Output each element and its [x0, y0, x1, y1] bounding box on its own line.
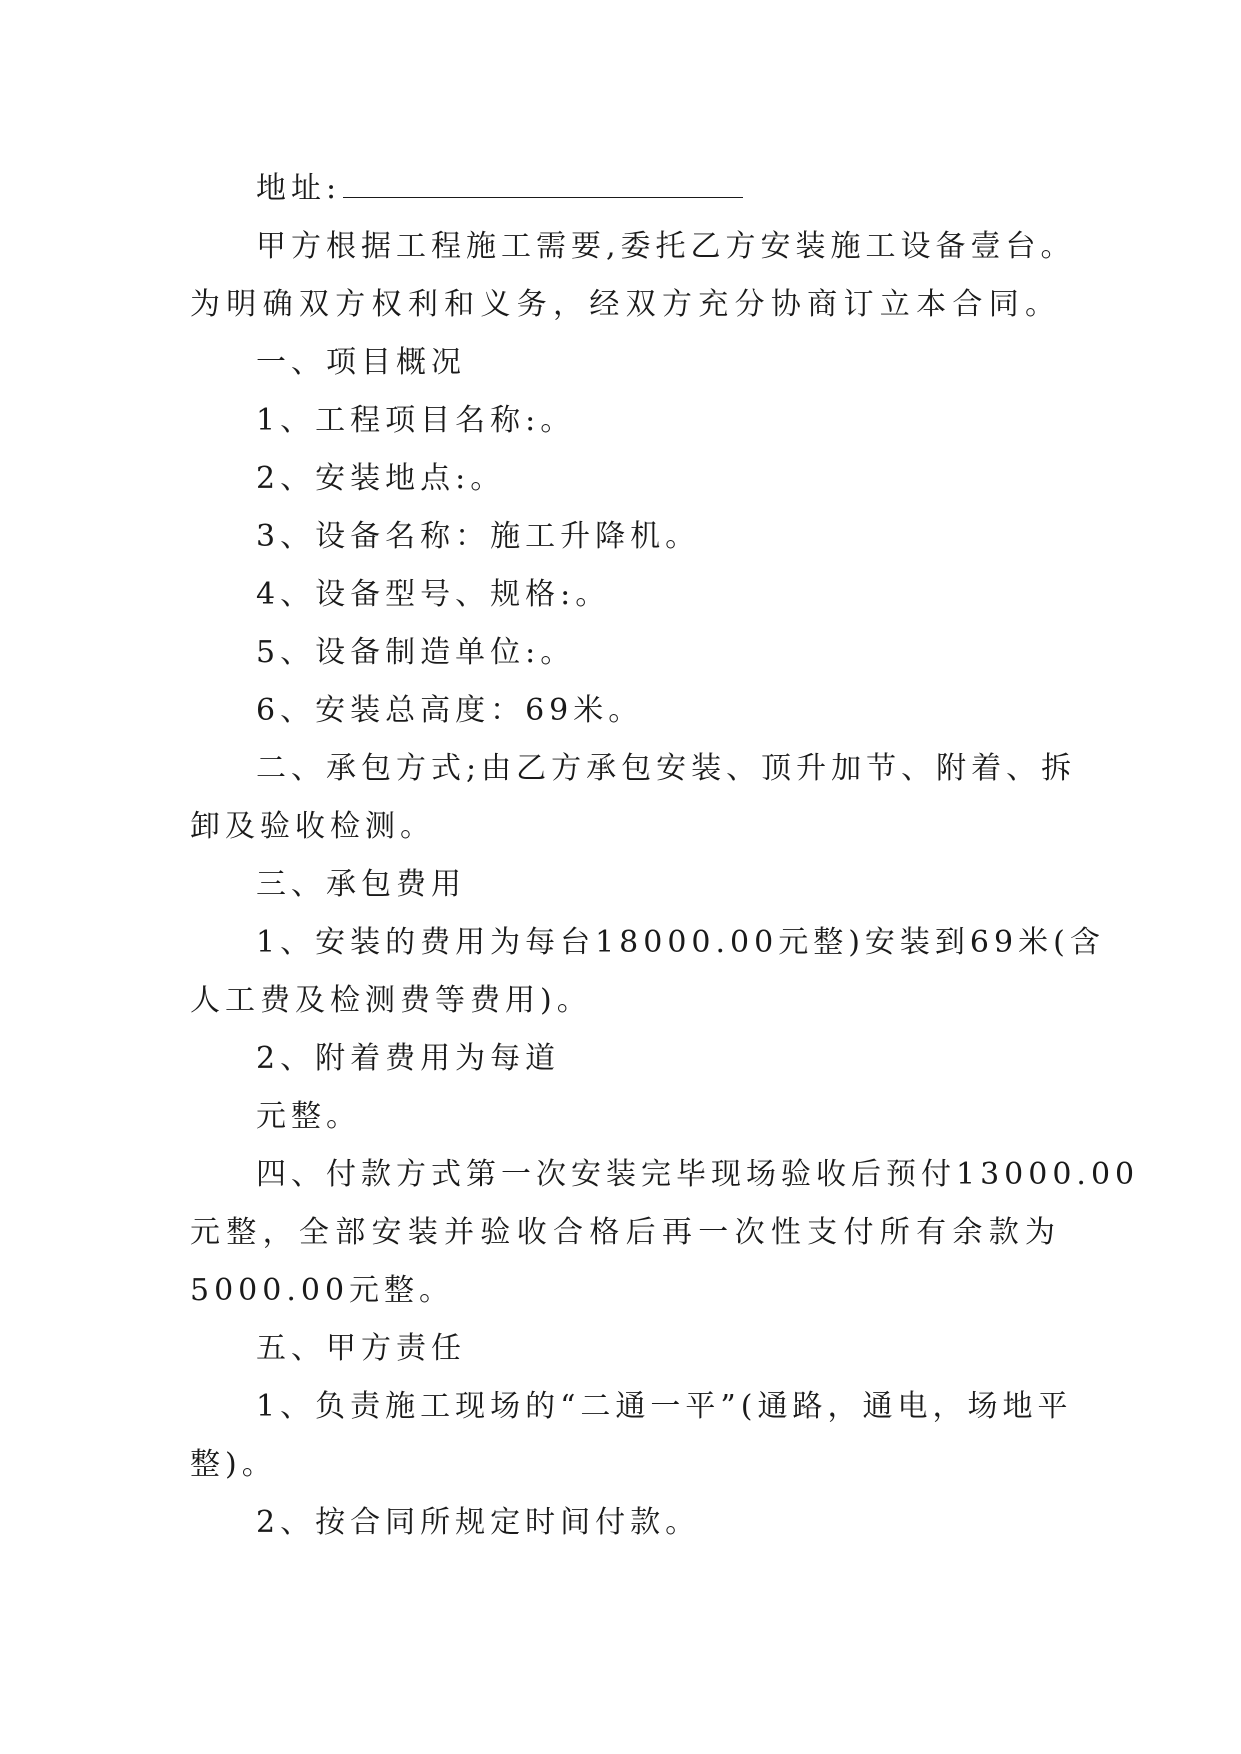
document-page: [190, 160, 1140, 1552]
duty-item-2: 2、按合同所规定时间付款。: [256, 1505, 701, 1540]
intro-line-2: 为明确双方权利和义务，经双方充分协商订立本合同。: [190, 287, 1060, 322]
duty-item-1-line-2: 整)。: [190, 1447, 277, 1482]
cost-item-2-line-2: 元整。: [256, 1099, 361, 1134]
section-2-line-1: 二、承包方式;由乙方承包安装、顶升加节、附着、拆: [256, 751, 1077, 786]
cost-item-1-line-2: 人工费及检测费等费用)。: [190, 983, 592, 1018]
duty-item-1-line-1: 1、负责施工现场的“二通一平”(通路，通电，场地平: [256, 1389, 1073, 1424]
item-manufacturer: 5、设备制造单位:。: [256, 635, 576, 670]
cost-item-2-line-1: 2、附着费用为每道: [256, 1041, 561, 1076]
item-equipment-model: 4、设备型号、规格:。: [256, 577, 611, 612]
item-install-location: 2、安装地点:。: [256, 461, 506, 496]
section-1-heading: 一、项目概况: [256, 345, 466, 380]
intro-line-1: 甲方根据工程施工需要,委托乙方安装施工设备壹台。: [256, 229, 1076, 264]
address-label: 地址:: [256, 171, 342, 206]
section-5-heading: 五、甲方责任: [256, 1331, 466, 1366]
section-2-line-2: 卸及验收检测。: [190, 809, 435, 844]
address-blank: [343, 165, 743, 198]
item-project-name: 1、工程项目名称:。: [256, 403, 576, 438]
cost-item-1-line-1: 1、安装的费用为每台18000.00元整)安装到69米(含: [256, 925, 1105, 960]
address-line: [190, 160, 1060, 218]
item-equipment-name: 3、设备名称：施工升降机。: [256, 519, 701, 554]
section-4-line-3: 5000.00元整。: [190, 1273, 455, 1308]
section-4-line-2: 元整，全部安装并验收合格后再一次性支付所有余款为: [190, 1215, 1060, 1250]
item-install-height: 6、安装总高度：69米。: [256, 693, 644, 728]
section-4-line-1: 四、付款方式第一次安装完毕现场验收后预付13000.00: [256, 1157, 1140, 1192]
section-3-heading: 三、承包费用: [256, 867, 466, 902]
